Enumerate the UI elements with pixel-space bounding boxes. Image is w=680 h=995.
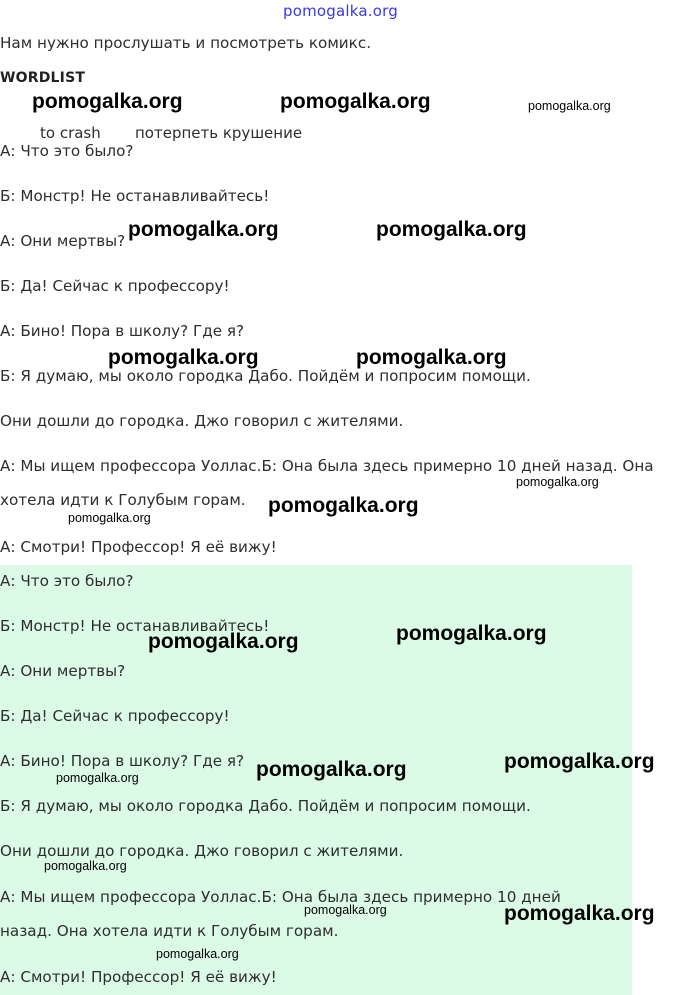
watermark: pomogalka.org bbox=[128, 218, 279, 241]
watermark: pomogalka.org bbox=[268, 494, 419, 517]
dialogue-line: А: Смотри! Профессор! Я её вижу! bbox=[0, 538, 277, 556]
watermark: pomogalka.org bbox=[528, 99, 611, 113]
watermark: pomogalka.org bbox=[356, 346, 507, 369]
watermark: pomogalka.org bbox=[56, 771, 139, 785]
intro-text: Нам нужно прослушать и посмотреть комикс. bbox=[0, 34, 372, 52]
watermark: pomogalka.org bbox=[256, 758, 407, 781]
watermark: pomogalka.org bbox=[44, 859, 127, 873]
watermark: pomogalka.org bbox=[32, 90, 183, 113]
watermark: pomogalka.org bbox=[504, 750, 655, 773]
dialogue-line: А: Они мертвы? bbox=[0, 662, 126, 680]
dialogue-line: А: Что это было? bbox=[0, 572, 134, 590]
watermark: pomogalka.org bbox=[280, 90, 431, 113]
wordlist-word: to crash bbox=[40, 124, 101, 142]
dialogue-line: Б: Я думаю, мы около городка Дабо. Пойдём и попросим помощи. bbox=[0, 367, 531, 385]
watermark: pomogalka.org bbox=[304, 903, 387, 917]
dialogue-line: А: Мы ищем профессора Уоллас.Б: Она была здесь примерно 10 дней назад. Она хотела идти к Голубым горам. bbox=[0, 457, 654, 509]
dialogue-line: Б: Я думаю, мы около городка Дабо. Пойдём и попросим помощи. bbox=[0, 797, 531, 815]
dialogue-line: Б: Монстр! Не останавливайтесь! bbox=[0, 617, 270, 635]
wordlist-title: WORDLIST bbox=[0, 70, 86, 86]
dialogue-line: А: Смотри! Профессор! Я её вижу! bbox=[0, 968, 277, 986]
narration-line: Они дошли до городка. Джо говорил с жителями. bbox=[0, 842, 404, 860]
watermark: pomogalka.org bbox=[504, 902, 655, 925]
watermark: pomogalka.org bbox=[68, 511, 151, 525]
dialogue-line: Б: Да! Сейчас к профессору! bbox=[0, 707, 230, 725]
dialogue-line: Б: Монстр! Не останавливайтесь! bbox=[0, 187, 270, 205]
narration-line: Они дошли до городка. Джо говорил с жителями. bbox=[0, 412, 404, 430]
watermark: pomogalka.org bbox=[108, 346, 259, 369]
watermark: pomogalka.org bbox=[156, 947, 239, 961]
watermark: pomogalka.org bbox=[376, 218, 527, 241]
wordlist-items bbox=[0, 118, 680, 142]
dialogue-line: А: Бино! Пора в школу? Где я? bbox=[0, 752, 245, 770]
dialogue-line: А: Они мертвы? bbox=[0, 232, 126, 250]
wordlist-translation: потерпеть крушение bbox=[135, 124, 303, 142]
watermark: pomogalka.org bbox=[396, 622, 547, 645]
dialogue-line: Б: Да! Сейчас к профессору! bbox=[0, 277, 230, 295]
site-header-link[interactable]: pomogalka.org bbox=[283, 2, 398, 20]
watermark: pomogalka.org bbox=[148, 630, 299, 653]
watermark: pomogalka.org bbox=[516, 475, 599, 489]
dialogue-line: А: Что это было? bbox=[0, 142, 134, 160]
dialogue-line: А: Бино! Пора в школу? Где я? bbox=[0, 322, 245, 340]
dialogue-line: А: Мы ищем профессора Уоллас.Б: Она была здесь примерно 10 дней назад. Она хотела идти к Голубым горам. bbox=[0, 888, 561, 940]
